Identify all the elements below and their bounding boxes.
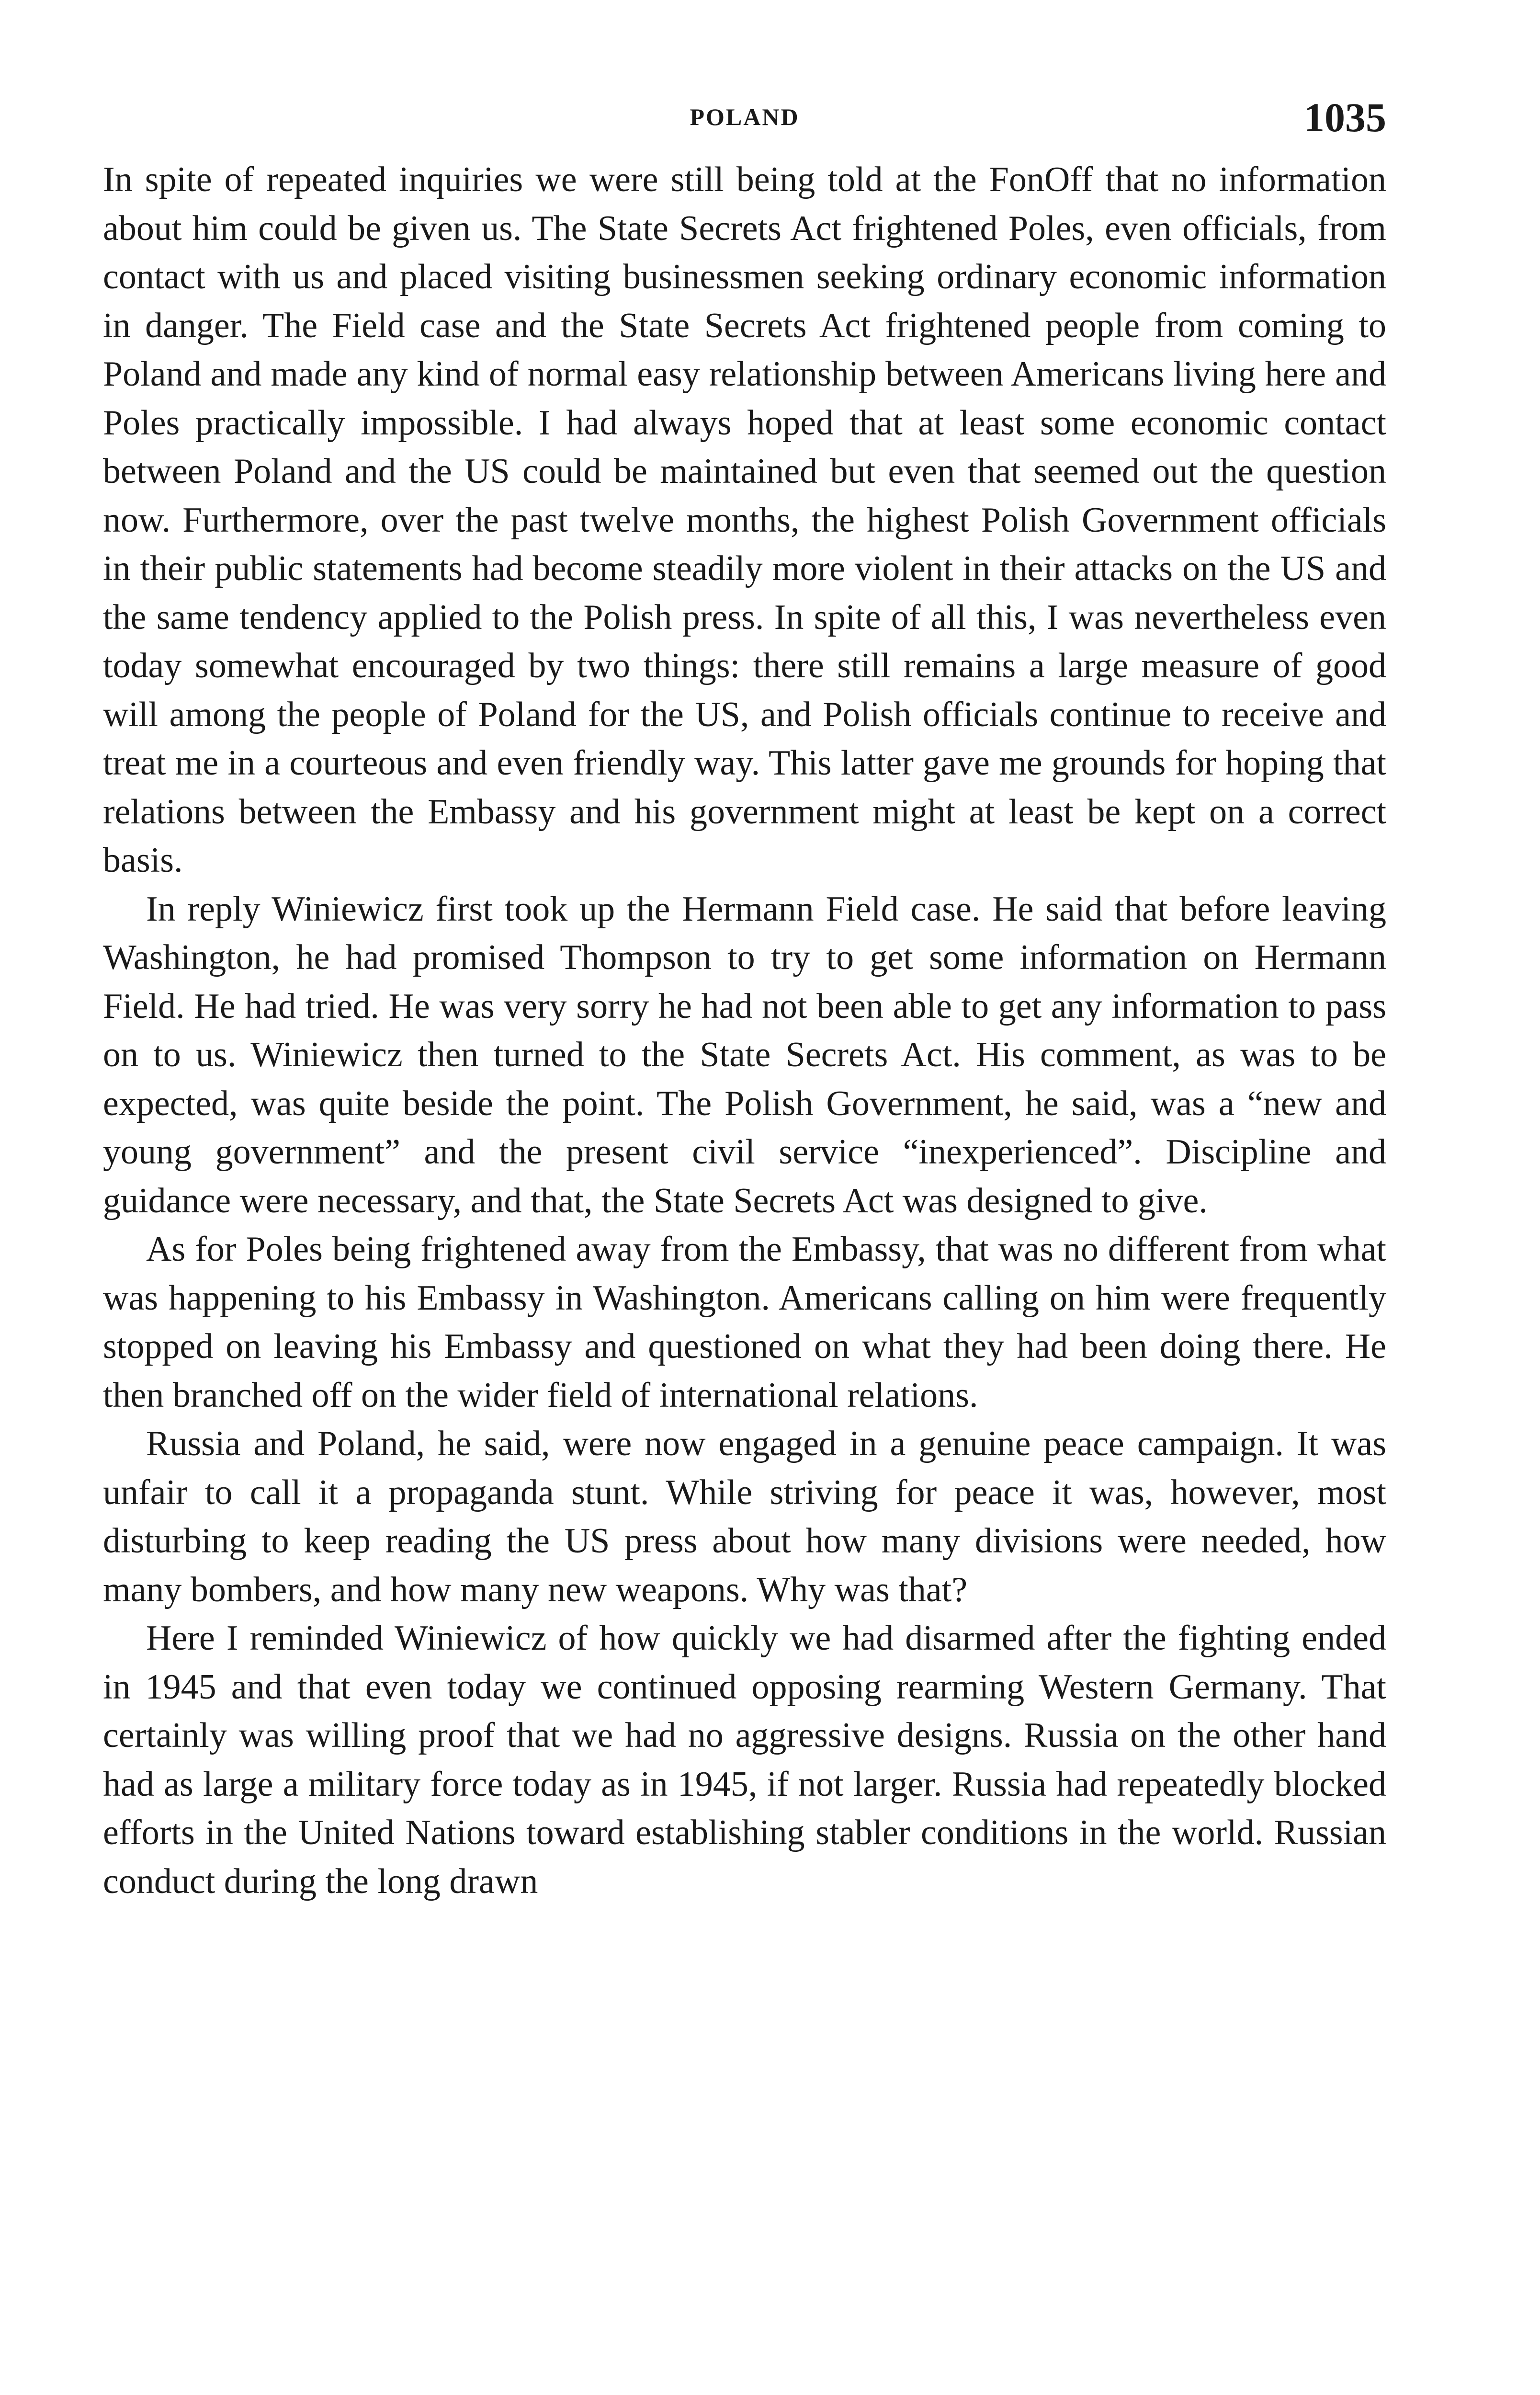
- body-text: [103, 156, 1386, 1906]
- running-head: [103, 93, 1386, 156]
- paragraph-1: In spite of repeated inquiries we were still being told at the FonOff that no information about him could be given us. The State Secrets Act frightened Poles, even officials, from contact with us and placed visiting businessmen seeking ordinary economic information in danger. The Field case and the State Secrets Act frightened people from coming to Poland and made any kind of normal easy relationship between Americans living here and Poles practically impossible. I had always hoped that at least some economic contact between Poland and the US could be maintained but even that seemed out the question now. Furthermore, over the past twelve months, the highest Polish Government officials in their public statements had become steadily more violent in their attacks on the US and the same tendency applied to the Polish press. In spite of all this, I was nevertheless even today somewhat encouraged by two things: there still remains a large measure of good will among the people of Poland for the US, and Polish officials continue to receive and treat me in a courteous and even friendly way. This latter gave me grounds for hoping that relations between the Embassy and his government might at least be kept on a correct basis.: [103, 160, 1386, 880]
- paragraph-2: In reply Winiewicz first took up the Hermann Field case. He said that before leaving Washington, he had promised Thompson to try to get some information on Hermann Field. He had tried. He was very sorry he had not been able to get any information to pass on to us. Winiewicz then turned to the State Secrets Act. His comment, as was to be expected, was quite beside the point. The Polish Government, he said, was a “new and young government” and the present civil service “inexperienced”. Discipline and guidance were necessary, and that, the State Secrets Act was designed to give.: [103, 889, 1386, 1220]
- document-page: [103, 93, 1386, 1906]
- paragraph-3: As for Poles being frightened away from the Embassy, that was no different from what was happening to his Embassy in Washington. Americans calling on him were frequently stopped on leaving his Embassy and questioned on what they had been doing there. He then branched off on the wider field of international relations.: [103, 1230, 1386, 1415]
- paragraph-4: Russia and Poland, he said, were now engaged in a genuine peace campaign. It was unfair to call it a propaganda stunt. While striving for peace it was, however, most disturbing to keep reading the US press about how many divisions were needed, how many bombers, and how many new weapons. Why was that?: [103, 1424, 1386, 1609]
- page-number: 1035: [1304, 94, 1386, 140]
- running-head-title: POLAND: [690, 103, 800, 130]
- paragraph-5: Here I reminded Winiewicz of how quickly we had disarmed after the fighting ended in 1945 and that even today we continued opposing rearming Western Germany. That certainly was willing proof that we had no aggressive designs. Russia on the other hand had as large a military force today as in 1945, if not larger. Russia had repeatedly blocked efforts in the United Nations toward establishing stabler conditions in the world. Russian conduct during the long drawn: [103, 1619, 1386, 1901]
